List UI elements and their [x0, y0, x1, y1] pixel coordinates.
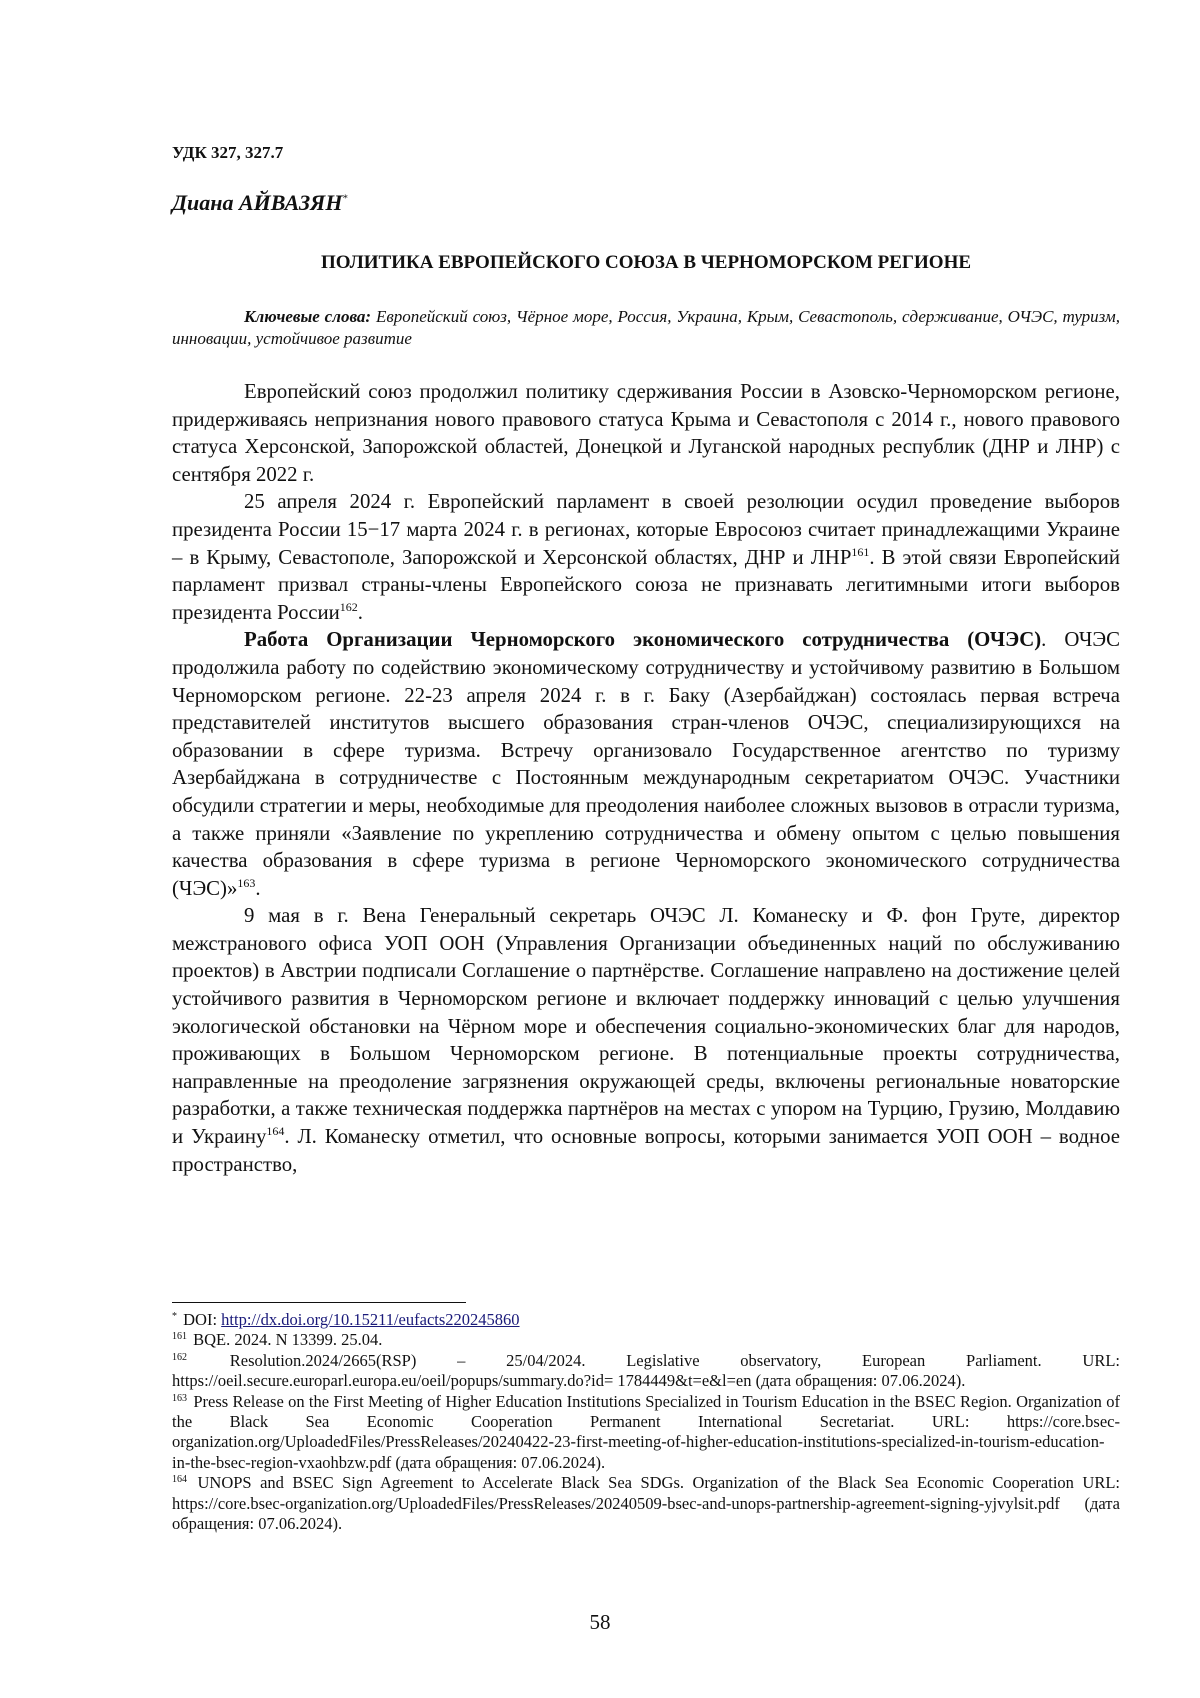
- footnote-163-text: Press Release on the First Meeting of Higher Education Institutions Specialized in Tourism Education in the BSEC Region. Organization of the Black Sea Economic Cooperation Permanent International Secretariat. URL: https://core.bsec-organization.org/UploadedFiles/PressReleases/20240422-23-first-meeting-of-higher-education-institutions-specialized-in-tourism-education-in-the-bsec-region-vxaohbzw.pdf (дата обращения: 07.06.2024).: [172, 1391, 1120, 1472]
- footnote-ref-161[interactable]: 161: [851, 544, 870, 559]
- footnote-mark: 162: [172, 1351, 187, 1363]
- footnote-161-text: BQE. 2024. N 13399. 25.04.: [189, 1330, 383, 1350]
- footnote-163: [172, 1392, 1120, 1474]
- footnote-ref-164[interactable]: 164: [266, 1124, 285, 1139]
- author-footnote-mark[interactable]: *: [342, 192, 348, 205]
- paragraph-4: [172, 902, 1120, 1178]
- keywords-text: Европейский союз, Чёрное море, Россия, Украина, Крым, Севастополь, сдерживание, ОЧЭС, туризм, инновации, устойчивое развитие: [172, 307, 1120, 348]
- footnote-mark: 161: [172, 1331, 187, 1343]
- paragraph-4-text-a: 9 мая в г. Вена Генеральный секретарь ОЧЭС Л. Команеску и Ф. фон Груте, директор межстранового офиса УОП ООН (Управления Организации объединенных наций по обслуживанию проектов) в Австрии подписали Соглашение о партнёрстве. Соглашение направлено на достижение целей устойчивого развития в Черноморском регионе и включает поддержку инноваций с целью улучшения экологической обстановки на Чёрном море и обеспечения социально-экономических благ для народов, проживающих в Большом Черноморском регионе. В потенциальные проекты сотрудничества, направленные на преодоление загрязнения окружающей среды, включены региональные новаторские разработки, а также техническая поддержка партнёров на местах с упором на Турцию, Грузию, Молдавию и Украину: [172, 904, 1120, 1149]
- footnote-164: [172, 1473, 1120, 1534]
- footnote-mark: 163: [172, 1392, 187, 1404]
- paragraph-2-text-c: .: [357, 600, 363, 624]
- footnote-mark: *: [172, 1311, 177, 1322]
- paragraph-4-text-b: . Л. Команеску отметил, что основные вопросы, которыми занимается УОП ООН – водное пространство,: [172, 1125, 1120, 1176]
- doi-link[interactable]: http://dx.doi.org/10.15211/eufacts220245860: [221, 1310, 520, 1329]
- article-title: ПОЛИТИКА ЕВРОПЕЙСКОГО СОЮЗА В ЧЕРНОМОРСКОМ РЕГИОНЕ: [320, 252, 972, 273]
- page-number: 58: [589, 1610, 611, 1634]
- paragraph-1: Европейский союз продолжил политику сдерживания России в Азовско-Черноморском регионе, придерживаясь непризнания нового правового статуса Крыма и Севастополя с 2014 г., нового правового статуса Херсонской, Запорожской областей, Донецкой и Луганской народных республик (ДНР и ЛНР) с сентября 2022 г.: [172, 380, 1120, 486]
- footnotes: [172, 1310, 1120, 1534]
- footnote-separator: [172, 1302, 466, 1303]
- keywords-label: Ключевые слова:: [244, 307, 372, 326]
- footnote-doi-label: DOI:: [179, 1310, 222, 1329]
- footnote-164-text: UNOPS and BSEC Sign Agreement to Accelerate Black Sea SDGs. Organization of the Black Sea Economic Cooperation URL: https://core.bsec-organization.org/UploadedFiles/PressReleases/20240509-bsec-and-unops-partnership-agreement-signing-yjvylsit.pdf (дата обращения: 07.06.2024).: [172, 1473, 1120, 1534]
- author-name: [172, 190, 1120, 216]
- footnote-161: [172, 1330, 1120, 1350]
- footnote-mark: 164: [172, 1474, 187, 1486]
- article-body: [172, 378, 1120, 1178]
- author-name-text: Диана АЙВАЗЯН: [172, 190, 343, 215]
- paragraph-3-text-a: . ОЧЭС продолжила работу по содействию экономическому сотрудничеству и устойчивому развитию в Большом Черноморском регионе. 22-23 апреля 2024 г. в г. Баку (Азербайджан) состоялась первая встреча представителей институтов высшего образования стран-членов ОЧЭС, специализирующихся на образовании в сфере туризма. Встречу организовало Государственное агентство по туризму Азербайджана в сотрудничестве с Постоянным международным секретариатом ОЧЭС. Участники обсудили стратегии и меры, необходимые для преодоления наиболее сложных вызовов в отрасли туризма, а также приняли «Заявление по укреплению сотрудничества и обмену опытом с целью повышения качества образования в сфере туризма в регионе Черноморского экономического сотрудничества (ЧЭС)»: [172, 628, 1120, 900]
- footnote-ref-163[interactable]: 163: [237, 875, 256, 890]
- paragraph-3-text-b: .: [255, 876, 261, 900]
- footnote-doi: [172, 1310, 1120, 1330]
- paragraph-2-text-b: . В этой связи Европейский парламент призвал страны-члены Европейского союза не признавать легитимными итоги выборов президента России: [172, 545, 1120, 624]
- paragraph-2: [172, 488, 1120, 626]
- footnote-162-text: Resolution.2024/2665(RSP) – 25/04/2024. Legislative observatory, European Parliament. URL: https://oeil.secure.europarl.europa.eu/oeil/popups/summary.do?id= 1784449&t=e&l=en (дата обращения: 07.06.2024).: [172, 1350, 1120, 1391]
- paragraph-2-text-a: 25 апреля 2024 г. Европейский парламент в своей резолюции осудил проведение выборов президента России 15−17 марта 2024 г. в регионах, которые Евросоюз считает принадлежащими Украине – в Крыму, Севастополе, Запорожской и Херсонской областях, ДНР и ЛНР: [172, 490, 1120, 569]
- udk-code: УДК 327, 327.7: [172, 143, 284, 162]
- keywords: [172, 306, 1120, 350]
- footnote-ref-162[interactable]: 162: [339, 599, 358, 614]
- section-heading-bsec: Работа Организации Черноморского экономического сотрудничества (ОЧЭС): [244, 628, 1042, 652]
- footnote-162: [172, 1351, 1120, 1392]
- paragraph-3: [172, 626, 1120, 902]
